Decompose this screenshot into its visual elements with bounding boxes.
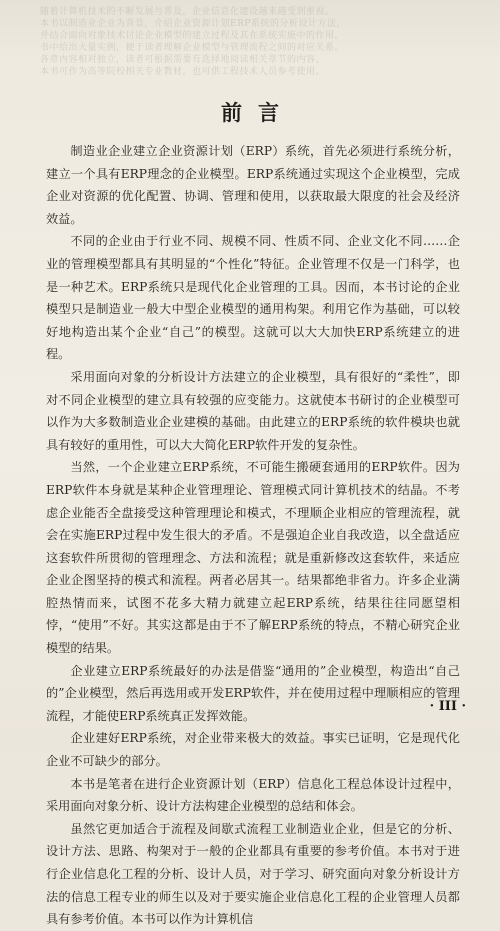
- bleed-line: 并结合面向对象技术讨论企业模型的建立过程及其在系统实施中的作用。: [40, 31, 345, 41]
- paragraph: 虽然它更加适合于流程及间歇式流程工业制造业企业，但是它的分析、设计方法、思路、构架对于一般的企业都具有重要的参考价值。本书对于进行企业信息化工程的分析、设计人员，对于学习、研究面向对象分析设计方法的信息工程专业的师生以及对于要实施企业信息化工程的企业管理人员都具有参考价值。本书可以作为计算机信: [46, 821, 460, 927]
- paragraph: 制造业企业建立企业资源计划（ERP）系统，首先必须进行系统分析，建立一个具有ERP理念的企业模型。ERP系统通过实现这个企业模型，完成企业对资源的优化配置、协调、管理和使用，以获取最大限度的社会及经济效益。: [46, 144, 460, 226]
- paragraph: 当然，一个企业建立ERP系统，不可能生搬硬套通用的ERP软件。因为ERP软件本身就是某种企业管理理论、管理模式同计算机技术的结晶。不考虑企业能否全盘接受这种管理理论和模式，不理顺企业相应的管理流程，就会在实施ERP过程中发生很大的矛盾。不是强迫企业自我改造，以全盘适应这套软件所贯彻的管理理念、方法和流程；就是重新修改这套软件，来适应企业企图坚持的模式和流程。两者必居其一。结果都绝非省力。许多企业满腔热情而来，试图不花多大精力就建立起ERP系统，结果往往同愿望相悖，“使用”不好。其实这都是由于不了解ERP系统的特点，不精心研究企业模型的结果。: [46, 460, 460, 656]
- page-title: 前言: [221, 100, 295, 125]
- bleed-line: 本书以制造业企业为背景，介绍企业资源计划ERP系统的分析设计方法，: [40, 19, 346, 29]
- paragraph: 企业建好ERP系统，对企业带来极大的效益。事实已证明，它是现代化企业不可缺少的部分。: [46, 731, 460, 769]
- paragraph: 采用面向对象的分析设计方法建立的企业模型，具有很好的“柔性”，即对不同企业模型的建立具有较强的应变能力。这就使本书研讨的企业模型可以作为大多数制造业企业建模的基础。由此建立的ERP系统的软件模块也就具有较好的重用性，可以大大简化ERP软件开发的复杂性。: [46, 369, 460, 452]
- preface-body: [46, 140, 460, 931]
- bleed-line: 书中给出大量实例，便于读者理解企业模型与管理流程之间的对应关系。: [40, 43, 345, 53]
- page-number: · III ·: [429, 699, 466, 714]
- bleed-line: 本书可作为高等院校相关专业教材，也可供工程技术人员参考使用。: [40, 67, 326, 77]
- paragraph: 不同的企业由于行业不同、规模不同、性质不同、企业文化不同……企业的管理模型都具有其明显的“个性化”特征。企业管理不仅是一门科学，也是一种艺术。ERP系统只是现代化企业管理的工具。因而，本书讨论的企业模型只是制造业一般大中型企业模型的通用构架。利用它作为基础，可以较好地构造出某个企业“自己”的模型。这就可以大大加快ERP系统建立的进程。: [46, 234, 460, 362]
- bleed-line: 各章内容相对独立，读者可根据需要有选择地阅读相关章节的内容。: [40, 55, 326, 65]
- paragraph: 本书是笔者在进行企业资源计划（ERP）信息化工程总体设计过程中，采用面向对象分析、设计方法构建企业模型的总结和体会。: [46, 776, 460, 814]
- bleed-through-text: [40, 6, 470, 78]
- bleed-line: 随着计算机技术的不断发展与普及，企业信息化建设越来越受到重视。: [40, 7, 335, 17]
- paragraph: 企业建立ERP系统最好的办法是借鉴“通用的”企业模型，构造出“自己的”企业模型，然后再选用或开发ERP软件，并在使用过程中理顺相应的管理流程，才能使ERP系统真正发挥效能。: [46, 663, 460, 723]
